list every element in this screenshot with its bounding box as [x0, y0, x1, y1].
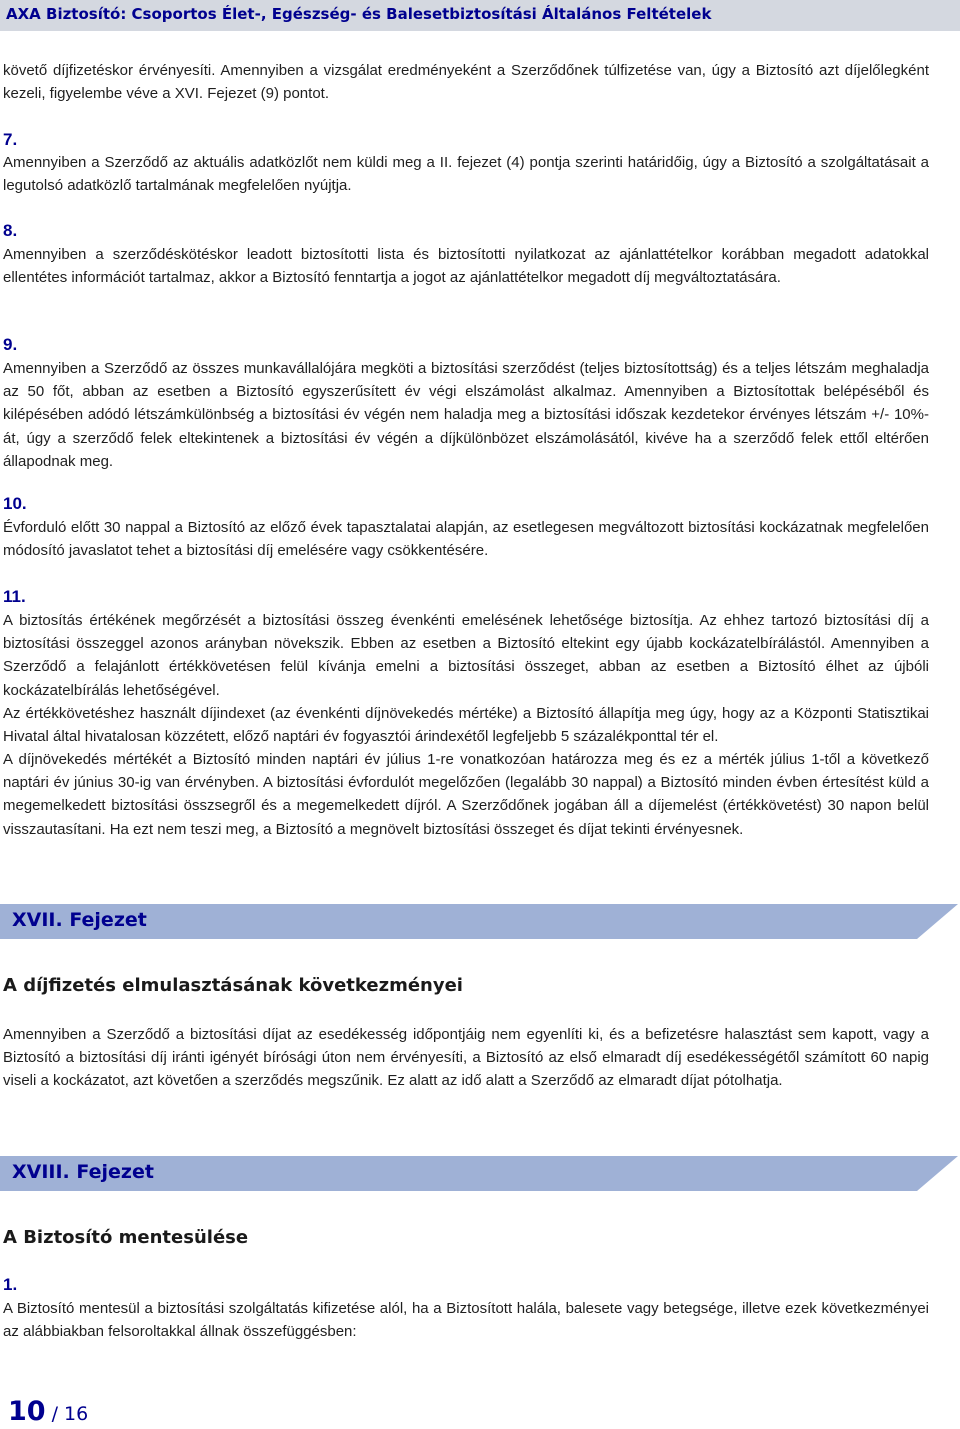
chapter-18-heading: A Biztosító mentesülése: [3, 1227, 249, 1248]
chapter-17-label: XVII. Fejezet: [12, 909, 147, 931]
chapter-17-text: Amennyiben a Szerződő a biztosítási díjat az esedékesség időpontjáig nem egyenlíti ki, és a befizetésre halasztást sem kapott, vagy a Biztosító a biztosítási díj iránti igényét bírósági úton nem érvényesíti, a Biztosító az első elmaradt díj esedékességétől számított 60 napig viseli a kockázatot, azt követően a szerződés megszűnik. Ez alatt az idő alatt a Szerződő az elmaradt díjat pótolhatja.: [3, 1026, 929, 1090]
document-title: AXA Biztosító: Csoportos Élet-, Egészség- és Balesetbiztosítási Általános Feltételek: [6, 5, 712, 23]
section-7-text: Amennyiben a Szerződő az aktuális adatközlőt nem küldi meg a II. fejezet (4) pontja szerinti határidőig, úgy a Biztosító a szolgáltatásait a legutolsó adatközlő tartalmának megfelelően nyújtja.: [3, 154, 929, 195]
chapter-17-banner: [0, 904, 960, 939]
chapter-18-label: XVIII. Fejezet: [12, 1161, 154, 1183]
section-9-text: Amennyiben a Szerződő az összes munkavállalójára megköti a biztosítási szerződést (teljes biztosítottság) és a teljes létszám meghaladja az 50 főt, abban az esetben a Biztosító egyszerűsített év végi elszámolást alkalmaz. Amennyiben a Biztosítottak belépéséből és kilépésében adódó létszámkülönbség a biztosítási év végén nem haladja meg a biztosítási időszak kezdetekor érvényes létszám +/- 10%-át, úgy a szerződő felek eltekintenek a biztosítási év végén a díjkülönbözet elszámolásától, kivéve ha a szerződő felek ettől eltérően állapodnak meg.: [3, 360, 929, 470]
chapter-18-section-1-number: 1.: [3, 1275, 18, 1294]
page-number: [8, 1396, 88, 1427]
section-10-text: Évforduló előtt 30 nappal a Biztosító az előző évek tapasztalatai alapján, az esetlegesen megváltozott biztosítási kockázatnak megfelelően módosító javaslatot tehet a biztosítási díj emelésére vagy csökkentésére.: [3, 519, 929, 560]
section-10-number: 10.: [3, 494, 27, 513]
section-8-number: 8.: [3, 221, 18, 240]
section-11-paragraph-1: A biztosítás értékének megőrzését a biztosítási összeg évenkénti emelésének lehetősége biztosítja. Az ehhez tartozó biztosítási díj a biztosítási összeggel azonos arányban növekszik. Ebben az esetben a Biztosító eltekint egy újabb kockázatelbírálástól. Amennyiben a Szerződő a felajánlott értékkövetésen felül kívánja emelni a biztosítási összeget, abban az esetben a Biztosító élhet az újbóli kockázatelbírálás lehetőségével.: [3, 612, 929, 699]
page-number-current: 10: [8, 1396, 46, 1427]
section-8-text: Amennyiben a szerződéskötéskor leadott biztosítotti lista és biztosítotti nyilatkozat az ajánlattételkor korábban megadott adatokkal ellentétes információt tartalmaz, akkor a Biztosító fenntartja a jogot az ajánlattételkor megadott díj megváltoztatására.: [3, 246, 929, 287]
section-9-number: 9.: [3, 335, 18, 354]
document-header: [0, 0, 960, 31]
chapter-18-section-1-text: A Biztosító mentesül a biztosítási szolgáltatás kifizetése alól, ha a Biztosított halála, balesete vagy betegsége, illetve ezek következményei az alábbiakban felsoroltakkal állnak összefüggésben:: [3, 1300, 929, 1341]
section-11-paragraph-3: A díjnövekedés mértékét a Biztosító minden naptári év július 1-re vonatkozóan határozza meg és ez a mérték július 1-től a következő naptári év június 30-ig van érvényben. A biztosítási évfordulót megelőzően (legalább 30 nappal) a Biztosító minden évben értesítést küld a megemelkedett biztosítási összsegről és a megemelkedett díjról. A Szerződőnek jogában áll a díjemelést (értékkövetést) 30 napon belül visszautasítani. Ha ezt nem teszi meg, a Biztosító a megnövelt biztosítási összeget és díjat tekinti érvényesnek.: [3, 751, 929, 838]
section-11-number: 11.: [3, 587, 26, 606]
intro-paragraph: követő díjfizetéskor érvényesíti. Amennyiben a vizsgálat eredményeként a Szerződőnek túlfizetése van, úgy a Biztosító azt díjelőlegként kezeli, figyelembe véve a XVI. Fejezet (9) pontot.: [3, 62, 929, 103]
chapter-17-heading: A díjfizetés elmulasztásának következményei: [3, 975, 463, 996]
section-11-paragraph-2: Az értékkövetéshez használt díjindexet (az évenkénti díjnövekedés mértéke) a Biztosító állapítja meg úgy, hogy az a Központi Statisztikai Hivatal által hivatalosan közzétett, előző naptári év fogyasztói árindexétől legfeljebb 5 százalékponttal tér el.: [3, 705, 929, 746]
page-number-total: / 16: [51, 1403, 89, 1425]
section-7-number: 7.: [3, 130, 18, 149]
chapter-18-banner: [0, 1156, 960, 1191]
